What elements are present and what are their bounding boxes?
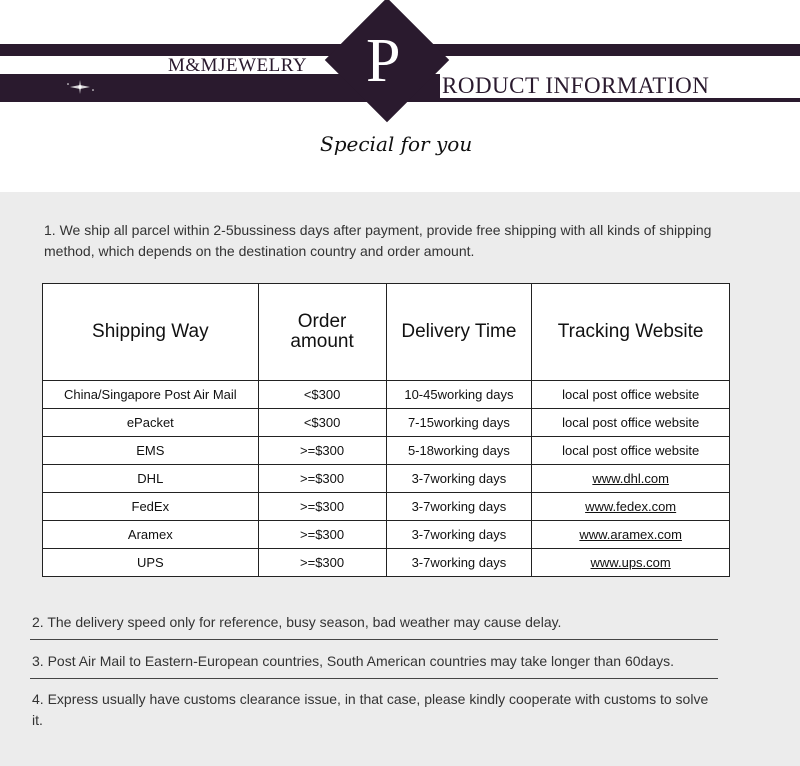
brand-name: M&MJEWELRY (168, 55, 308, 76)
cell-tracking-website: local post office website (532, 409, 730, 437)
shipping-table (42, 283, 730, 577)
note-2: 2. The delivery speed only for reference, busy season, bad weather may cause delay. (32, 614, 562, 630)
header-tracking-website: Tracking Website (532, 284, 730, 381)
cell-delivery-time: 10-45working days (386, 381, 532, 409)
cell-tracking-website (532, 493, 730, 521)
sparkle-icon (60, 78, 100, 96)
cell-shipping-way: ePacket (43, 409, 259, 437)
table-row (43, 521, 730, 549)
cell-tracking-website (532, 549, 730, 577)
cell-delivery-time: 3-7working days (386, 521, 532, 549)
page-title: RODUCT INFORMATION (442, 73, 710, 98)
cell-tracking-website (532, 465, 730, 493)
tracking-link-ups[interactable]: www.ups.com (590, 555, 671, 570)
table-row (43, 465, 730, 493)
table-header-row (43, 284, 730, 381)
tagline: Special for you (320, 132, 473, 156)
table-row (43, 549, 730, 577)
header-shipping-way: Shipping Way (43, 284, 259, 381)
cell-shipping-way: Aramex (43, 521, 259, 549)
cell-shipping-way: UPS (43, 549, 259, 577)
cell-shipping-way: DHL (43, 465, 259, 493)
cell-order-amount: >=$300 (258, 437, 386, 465)
cell-delivery-time: 3-7working days (386, 549, 532, 577)
shipping-info-panel (0, 192, 800, 766)
note-3: 3. Post Air Mail to Eastern-European countries, South American countries may take longer than 60days. (32, 653, 675, 669)
divider (30, 639, 718, 640)
cell-order-amount: <$300 (258, 409, 386, 437)
cell-tracking-website (532, 521, 730, 549)
cell-delivery-time: 5-18working days (386, 437, 532, 465)
table-row (43, 493, 730, 521)
tracking-link-dhl[interactable]: www.dhl.com (592, 471, 669, 486)
cell-delivery-time: 3-7working days (386, 493, 532, 521)
logo-letter: P (366, 27, 401, 95)
tracking-link-fedex[interactable]: www.fedex.com (585, 499, 677, 514)
table-row (43, 437, 730, 465)
table-row (43, 409, 730, 437)
table-row (43, 381, 730, 409)
cell-order-amount: >=$300 (258, 493, 386, 521)
note-1: 1. We ship all parcel within 2-5bussiness days after payment, provide free shipping with all kinds of shipping method, which depends on the destination country and order amount. (44, 222, 712, 259)
cell-order-amount: >=$300 (258, 521, 386, 549)
tracking-link-aramex[interactable]: www.aramex.com (579, 527, 682, 542)
divider (30, 678, 718, 679)
header-delivery-time: Delivery Time (386, 284, 532, 381)
cell-shipping-way: FedEx (43, 493, 259, 521)
note-4: 4. Express usually have customs clearance issue, in that case, please kindly cooperate with customs to solve it. (32, 691, 709, 728)
cell-order-amount: >=$300 (258, 549, 386, 577)
header-order-amount: Order amount (258, 284, 386, 381)
cell-shipping-way: EMS (43, 437, 259, 465)
cell-tracking-website: local post office website (532, 437, 730, 465)
cell-order-amount: >=$300 (258, 465, 386, 493)
cell-order-amount: <$300 (258, 381, 386, 409)
cell-delivery-time: 3-7working days (386, 465, 532, 493)
banner-header (0, 0, 800, 192)
cell-delivery-time: 7-15working days (386, 409, 532, 437)
cell-tracking-website: local post office website (532, 381, 730, 409)
cell-shipping-way: China/Singapore Post Air Mail (43, 381, 259, 409)
